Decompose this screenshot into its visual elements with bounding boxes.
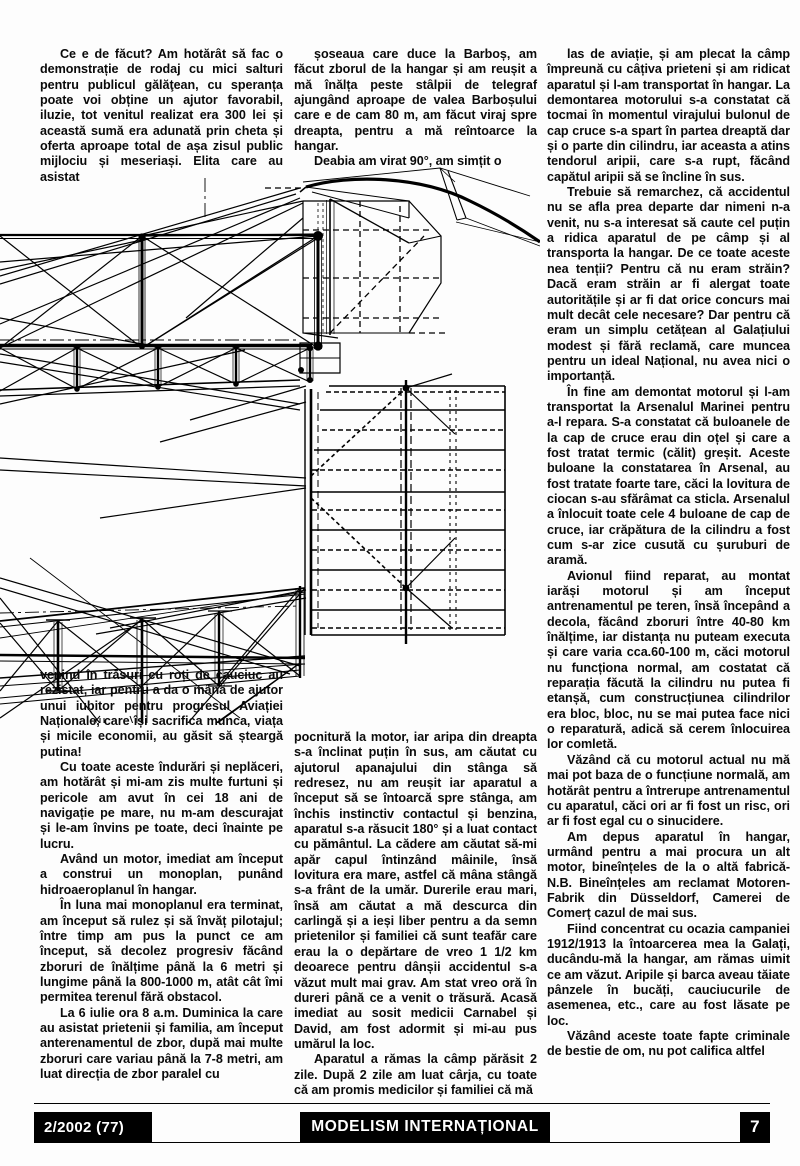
- paragraph: În fine am demontat motorul și l-am transportat la Arsenalul Marinei pentru a-l repara. S-a constatat că buloanele de la cap de cruce erau din oțel și care a fost tratat termic (călit) greșit. Aceste buloane la constatarea în Arsenal, au fost tratate foarte tare, căci la lovitura de ciocan s-au sfărâmat ca sticla. Arsenalul a înlocuit toate cele 4 buloane de cap de cruce, iar crăpătura de la cilindru a fost cum s-ar zice cusută cu șuruburi de aramă.: [547, 384, 790, 568]
- text-column-right: [547, 47, 790, 1060]
- paragraph: Văzând că cu motorul actual nu mă mai pot baza de o funcțiune normală, am hotărât pentru a întrerupe antrenamentul cu aparatul, căci ori ar fi fost un risc, ori ar fi fost egal cu o sinucidere.: [547, 752, 790, 829]
- aircraft-technical-drawing: [0, 158, 540, 723]
- paragraph: Având un motor, imediat am început a construi un monoplan, punând hidroaeroplanul în hangar.: [40, 852, 283, 897]
- page-footer: [34, 1112, 770, 1142]
- footer-top-rule: [34, 1103, 770, 1104]
- footer-magazine-badge: [300, 1112, 550, 1142]
- footer-magazine-label: MODELISM INTERNAȚIONAL: [311, 1118, 539, 1135]
- footer-page-number: 7: [750, 1117, 760, 1136]
- text-column-left-lower: [40, 668, 283, 1082]
- paragraph: Văzând aceste toate fapte criminale de bestie de om, nu pot califica altfel: [547, 1029, 790, 1059]
- paragraph: În luna mai monoplanul era terminat, am început să rulez și să învăț pilotajul; între timp am pus la punct ce am început, să decolez progresiv făcând zboruri de înălțime până la 6 metri și lungime până la 800-1000 m, atât cât îmi permitea terenul fără obstacol.: [40, 898, 283, 1005]
- footer-issue-badge: [34, 1112, 152, 1142]
- paragraph: pocnitură la motor, iar aripa din dreapta s-a înclinat puțin în sus, am căutat cu ajutorul apanajului din stânga să redresez, nu am reușit iar aparatul a început să se întoarcă spre stânga, am închis instinctiv contactul și benzina, aparatul s-a răsucit 180° și a luat contact cu pământul. La cădere am căutat să-mi apăr capul întinzând mâinile, însă lovitura era mare, astfel că mâna stângă s-a frânt de la umăr. Durerile erau mari, însă am căutat a mă descurca din carlingă și a ieși liber pentru a da semn prietenilor și familiei că sunt teafăr care erau la o depărtare de vreo 1 1/2 km deoarece pentru dânșii accidentul s-a văzut mult mai grav. Am stat vreo oră în dureri până ce a venit o trăsură. Acasă imediat au sosit medicii Carnabel și David, am fost adormit și mi-au pus umărul la loc.: [294, 730, 537, 1051]
- paragraph: Deabia am virat 90°, am simțit o: [314, 154, 502, 169]
- text-column-middle-lower: [294, 730, 537, 1098]
- text-column-middle-upper: [294, 47, 537, 170]
- footer-page-badge: [740, 1112, 770, 1142]
- paragraph: Am depus aparatul în hangar, urmând pentru a mai procura un alt motor, bineînțeles de la o altă fabrică-N.B. Bineînțeles am reclamat Motoren-Fabrik din Düsseldorf, Camerei de Comerț cazul de mai sus.: [547, 829, 790, 921]
- paragraph: La 6 iulie ora 8 a.m. Duminica la care au asistat prietenii și familia, am început anterenamentul de zbor, după mai multe zboruri care variau până la 7-8 metri, am luat direcția de zbor paralel cu: [40, 1005, 283, 1081]
- footer-issue-label: 2/2002 (77): [44, 1118, 125, 1136]
- paragraph: Avionul fiind reparat, au montat iarăși motorul și am început antrenamentul pe teren, însă începând a decola, făcând zboruri între 40-80 km înălțime, iar distanța nu puteam executa și care varia cca.60-100 m, căci motorul nu funcționa normal, am costatat că reparația făcută la cilindru nu putea fi etanșă, cum construcțiunea cilindrilor era bloc, bloc, nu se mai putea face nici o reparatură, adică să cerem înlocuirea lor comletă.: [547, 568, 790, 752]
- paragraph: șoseaua care duce la Barboș, am făcut zborul de la hangar și am reușit a mă înălța peste stâlpii de telegraf ajungând aproape de valea Barboșului care e de cam 80 m, am făcut viraj spre dreapta, pentru a mă reîntoarce la hangar.: [294, 47, 537, 154]
- paragraph: Trebuie să remarchez, că accidentul nu se afla prea departe dar nimeni n-a venit, nu s-a interesat să caute cel puțin a ridica aparatul de pe câmp și al transporta la hangar. De ce toate aceste nea tenții? Pentru că nu eram străin? Dacă eram străin ar fi alergat toate autoritățile și ar fi dat orice concurs mai mult decât cele necesare? Dar pentru că eram un simplu cetățean al Galațiului modest și fără reclamă, care muncea pentru un ideal Național, nu avea nici o importanță.: [547, 185, 790, 384]
- paragraph: Cu toate aceste îndurări și neplăceri, am hotărât și mi-am zis multe furtuni și pericole am avut în cei 18 ani de navigație pe mare, nu m-am descurajat și le-am învins pe toate, deci înainte pe lucru.: [40, 760, 283, 851]
- paragraph: Aparatul a rămas la câmp părăsit 2 zile. După 2 zile am luat cârja, cu toate că am promis medicilor și familiei că mă: [294, 1052, 537, 1097]
- footer-bottom-rule: [34, 1142, 770, 1143]
- paragraph: Fiind concentrat cu ocazia campaniei 1912/1913 la întoarcerea mea la Galați, ducându-mă la hangar, am rămas uimit ce am văzut. Aripile și barca aveau tăiate pânzele în bucăți, cauciucurile de asemenea, etc., care au fost lăsate pe loc.: [547, 921, 790, 1028]
- paragraph: las de aviație, și am plecat la câmp împreună cu câțiva prieteni și am ridicat aparatul și l-am transportat în hangar. La demontarea motorului s-a constatat că tocmai în momentul virajului bulonul de cap cruce s-a spart în partea dreaptă dar și o parte din cilindru, iar aceasta a atins tendorul aripii, care s-a rupt, făcând capătul aripii să se încline în sus.: [547, 47, 790, 184]
- paragraph: venind în trăsuri cu roți de cauciuc au rezistat, iar pentru a da o mână de ajutor unui iubitor pentru progresul Aviației Naționale, care își sacrifica munca, viața și micile economii, au găsit să șteargă putina!: [40, 668, 283, 759]
- paragraph: Ce e de făcut? Am hotărât să fac o demonstrație de rodaj cu mici salturi pentru publicul gălăţean, cu speranța poate voi obține un ajutor favorabil, iluzie, tot venitul realizat era 300 lei și această sumă era adunată prin cheta și oferta aproape total de așa zisul public mijlociu și meseriași. Elita care au asistat: [40, 47, 283, 184]
